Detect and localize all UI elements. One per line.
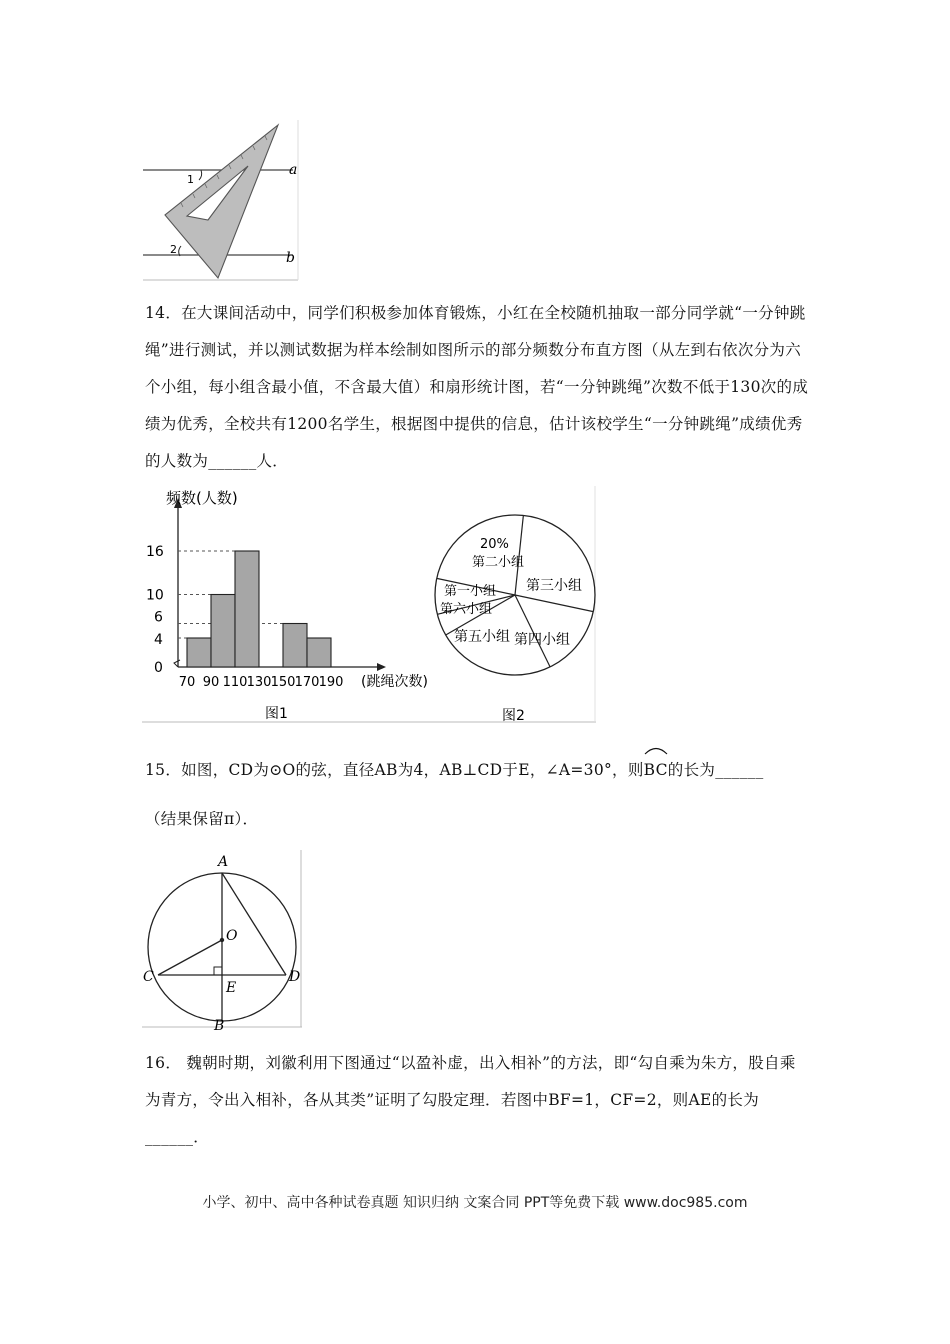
point-D-label: D [289,969,301,985]
question-14-number: 14． [145,304,182,322]
bar-150-170 [283,624,307,668]
x-tick-label: 130 [246,675,272,690]
pie-slice-percent: 20% [480,537,509,552]
y-tick-label: 0 [154,660,163,676]
page-footer: 小学、初中、高中各种试卷真题 知识归纳 文案合同 PPT等免费下载 www.doc985.com [202,1195,748,1211]
question-15 [145,752,810,789]
x-tick-label: 110 [222,675,248,690]
bar-90-110 [211,595,235,668]
y-axis-label: 频数(人数) [166,489,238,507]
question-15-text-before: 如图，CD为⊙O的弦，直径AB为4，AB⊥CD于E，∠A=30°，则 [181,761,644,779]
pie-slice-label: 第五小组 [454,629,510,645]
y-tick-label: 10 [146,587,164,604]
pie-slice-label: 第六小组 [440,602,493,617]
point-E-label: E [226,980,237,996]
x-axis-label: (跳绳次数) [361,674,428,690]
question-14-text: 在大课间活动中，同学们积极参加体育锻炼，小红在全校随机抽取一部分同学就“一分钟跳绳”进行测试，并以测试数据为样本绘制如图所示的部分频数分布直方图（从左到右依次分为六个小组，每小组含最小值，不含最大值）和扇形统计图，若“一分钟跳绳”次数不低于130次的成绩为优秀，全校共有1200名学生，根据图中提供的信息，估计该校学生“一分钟跳绳”成绩优秀的人数为______人． [145,304,809,470]
circle-chord-figure [142,850,304,1032]
question-16-text: 魏朝时期，刘徽利用下图通过“以盈补虚，出入相补”的方法，即“勾自乘为朱方，股自乘为青方，令出入相补，各从其类”证明了勾股定理．若图中BF=1，CF=2，则AE的长为______． [145,1054,796,1146]
x-tick-label: 70 [178,675,196,690]
question-15-text-after: 的长为______ [667,761,764,779]
x-tick-label: 170 [294,675,320,690]
arc-mark-icon [643,745,669,755]
pie-slice-label: 第三小组 [526,578,582,594]
pie-slice-label: 第四小组 [514,632,570,648]
question-15-line2 [145,801,810,838]
question-15-number: 15． [145,761,182,779]
pie-slice-label: 第一小组 [444,584,497,599]
y-tick-label: 16 [146,544,164,560]
parallel-lines-set-square-figure [143,120,303,285]
question-16-number: 16． [145,1054,182,1072]
x-tick-label: 150 [270,675,296,690]
line-b-label: b [286,250,295,266]
bar-70-90 [187,638,211,667]
figure-2-caption: 图2 [502,708,525,724]
bar-110-130 [235,551,259,667]
angle-1-label: 1 [187,173,194,186]
q14-charts-figure [142,486,598,726]
pie-slice-label: 第二小组 [472,555,525,570]
question-16 [145,1045,810,1156]
question-14 [145,295,810,480]
line-a-label: a [289,162,298,178]
x-tick-label: 190 [318,675,344,690]
x-tick-label: 90 [202,675,220,690]
arc-bc-label: BC [643,761,668,779]
angle-2-label: 2 [170,243,177,256]
figure-1-caption: 图1 [265,706,288,722]
point-B-label: B [214,1018,225,1032]
question-15-note: （结果保留π）． [145,810,259,828]
y-tick-label: 4 [154,632,163,648]
point-A-label: A [218,854,229,870]
arc-bc [644,752,668,789]
y-tick-label: 6 [154,609,163,626]
point-O-label: O [226,928,238,944]
point-C-label: C [143,969,154,985]
bar-170-190 [307,638,331,667]
